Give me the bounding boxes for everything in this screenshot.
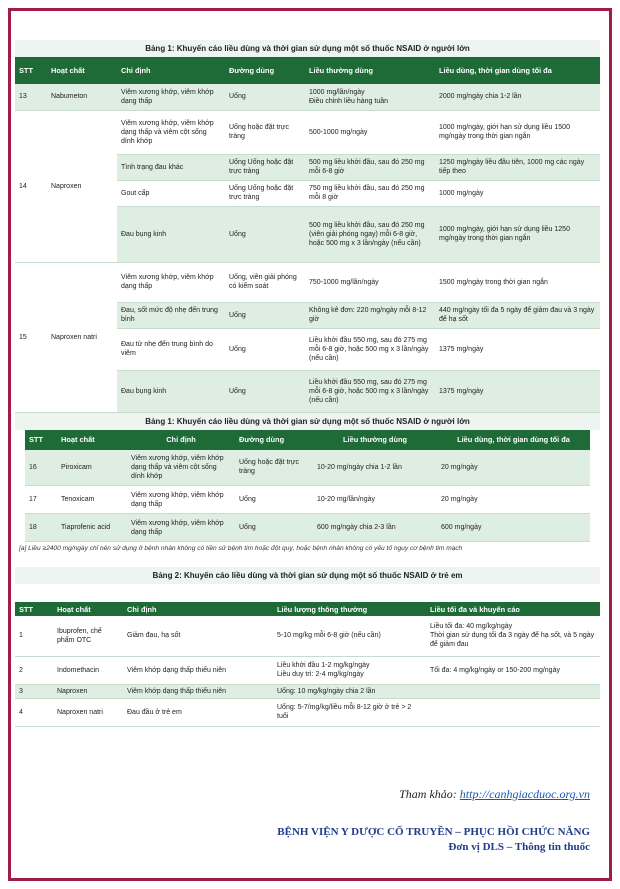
cell-usual-dose: [305, 84, 435, 110]
cell-drug: Ibuprofen, chế phẩm OTC: [53, 616, 123, 656]
header-max-dose: Liều tối đa và khuyến cáo: [426, 602, 600, 616]
table-row: [15, 698, 600, 726]
cell-drug: Naproxen: [47, 110, 117, 262]
cell-usual-dose: 600 mg/ngày chia 2-3 lần: [313, 514, 437, 542]
header-stt: STT: [15, 602, 53, 616]
table-row: [15, 262, 600, 302]
table-row: [25, 514, 590, 542]
cell-max-dose: [426, 616, 600, 656]
cell-usual-dose: 750-1000 mg/lần/ngày: [305, 262, 435, 302]
cell-route: Uống: [225, 84, 305, 110]
cell-route: Uống: [225, 328, 305, 370]
organization-name: BỆNH VIỆN Y DƯỢC CỔ TRUYỀN – PHỤC HỒI CHỨC NĂNG: [277, 826, 590, 838]
table1-header-row: [15, 57, 600, 84]
header-drug: Hoạt chất: [53, 602, 123, 616]
table1-caption: Bảng 1: Khuyến cáo liều dùng và thời gian sử dụng một số thuốc NSAID ở người lớn: [15, 40, 600, 57]
cell-indication: Viêm xương khớp, viêm khớp dạng thấp: [117, 84, 225, 110]
cell-indication: Viêm xương khớp, viêm khớp dạng thấp: [127, 514, 235, 542]
cell-max-dose: 1000 mg/ngày, giới hạn sử dụng liều 1250 mg/ngày trong thời gian ngắn: [435, 206, 600, 262]
header-route: Đường dùng: [235, 430, 313, 450]
table2-header-row: [15, 602, 600, 616]
table-row: [15, 616, 600, 656]
table-row: [15, 110, 600, 154]
cell-indication: Viêm xương khớp, viêm khớp dạng thấp và viêm cột sống dính khớp: [117, 110, 225, 154]
cell-max-dose: 1375 mg/ngày: [435, 328, 600, 370]
cell-stt: 3: [15, 684, 53, 698]
cell-max-dose: Tối đa: 4 mg/kg/ngày or 150-200 mg/ngày: [426, 656, 600, 684]
header-usual-dose: Liều lượng thông thường: [273, 602, 426, 616]
cell-drug: Naproxen natri: [53, 698, 123, 726]
cell-route: Uống: [225, 206, 305, 262]
cell-stt: 17: [25, 486, 57, 514]
cell-indication: Đau từ nhẹ đến trung bình do viêm: [117, 328, 225, 370]
organization-signature: [277, 825, 590, 855]
cell-route: Uống: [235, 486, 313, 514]
cell-indication: Viêm khớp dạng thấp thiếu niên: [123, 656, 273, 684]
cell-indication: Gout cấp: [117, 180, 225, 206]
cell-stt: 14: [15, 110, 47, 262]
header-stt: STT: [15, 57, 47, 84]
cell-indication: Viêm khớp dạng thấp thiếu niên: [123, 684, 273, 698]
cell-indication: Giảm đau, hạ sốt: [123, 616, 273, 656]
cell-usual-dose: 750 mg liều khởi đầu, sau đó 250 mg mỗi 8 giờ: [305, 180, 435, 206]
organization-unit: Đơn vị DLS – Thông tin thuốc: [448, 841, 590, 853]
cell-usual-dose: [273, 656, 426, 684]
reference: [399, 787, 590, 802]
cell-usual-dose: 10-20 mg/ngày chia 1-2 lần: [313, 450, 437, 486]
max-lines: Liều tối đa: 40 mg/kg/ngày Thời gian sử dụng tối đa 3 ngày để hạ sốt, và 5 ngày để giảm đau: [430, 623, 595, 649]
table1b: [25, 430, 590, 543]
cell-drug: Tenoxicam: [57, 486, 127, 514]
cell-max-dose: 1375 mg/ngày: [435, 370, 600, 412]
header-route: Đường dùng: [225, 57, 305, 84]
table-row: [25, 486, 590, 514]
cell-drug: Nabumeton: [47, 84, 117, 110]
cell-route: Uống hoặc đặt trực tràng: [235, 450, 313, 486]
usual-line: 1000 mg/lần/ngày Điều chỉnh liều hàng tuần: [309, 88, 389, 105]
header-indication: Chỉ định: [127, 430, 235, 450]
table1: [15, 57, 600, 413]
cell-stt: 1: [15, 616, 53, 656]
cell-max-dose: 1500 mg/ngày trong thời gian ngắn: [435, 262, 600, 302]
header-indication: Chỉ định: [123, 602, 273, 616]
document-body: [15, 40, 600, 727]
cell-usual-dose: 500-1000 mg/ngày: [305, 110, 435, 154]
cell-drug: Naproxen natri: [47, 262, 117, 412]
cell-max-dose: [426, 684, 600, 698]
cell-drug: Indomethacin: [53, 656, 123, 684]
cell-indication: Đau bụng kinh: [117, 370, 225, 412]
cell-max-dose: 2000 mg/ngày chia 1-2 lần: [435, 84, 600, 110]
cell-route: Uống: [225, 302, 305, 328]
table-row: [15, 656, 600, 684]
table1b-wrap: [15, 430, 600, 543]
cell-usual-dose: Không kê đơn: 220 mg/ngày mỗi 8-12 giờ: [305, 302, 435, 328]
header-drug: Hoạt chất: [47, 57, 117, 84]
cell-usual-dose: Uống: 10 mg/kg/ngày chia 2 lần: [273, 684, 426, 698]
header-usual-dose: Liều thường dùng: [313, 430, 437, 450]
cell-stt: 4: [15, 698, 53, 726]
reference-label: Tham khảo:: [399, 787, 457, 801]
cell-indication: Đau, sốt mức độ nhẹ đến trung bình: [117, 302, 225, 328]
cell-stt: 16: [25, 450, 57, 486]
table-row: [15, 84, 600, 110]
header-stt: STT: [25, 430, 57, 450]
table1b-caption: Bảng 1: Khuyến cáo liều dùng và thời gian sử dụng một số thuốc NSAID ở người lớn: [15, 413, 600, 430]
cell-usual-dose: Uống: 5-7/mg/kg/liều mỗi 8-12 giờ ở trẻ > 2 tuổi: [273, 698, 426, 726]
cell-usual-dose: 500 mg liều khởi đầu, sau đó 250 mg (viên giải phóng ngay) mỗi 6-8 giờ, hoặc 500 mg x 3 lần/ngày (nếu cần): [305, 206, 435, 262]
cell-max-dose: [426, 698, 600, 726]
cell-drug: Naproxen: [53, 684, 123, 698]
footnote: [a] Liều ≥2400 mg/ngày chỉ nên sử dụng ở bệnh nhân không có tiền sử bệnh tim hoặc đột quỵ, hoặc bệnh nhân không có yếu tố nguy cơ bệnh tim mạch: [19, 545, 463, 552]
table-row: [25, 450, 590, 486]
cell-stt: 13: [15, 84, 47, 110]
cell-indication: Đau bụng kinh: [117, 206, 225, 262]
cell-usual-dose: 10-20 mg/lần/ngày: [313, 486, 437, 514]
cell-indication: Đau đầu ở trẻ em: [123, 698, 273, 726]
cell-stt: 18: [25, 514, 57, 542]
cell-usual-dose: Liều khởi đầu 550 mg, sau đó 275 mg mỗi 6-8 giờ, hoặc 500 mg x 3 lần/ngày (nếu cần): [305, 328, 435, 370]
cell-route: Uống hoặc đặt trực tràng: [225, 110, 305, 154]
usual-lines: Liều khởi đầu 1-2 mg/kg/ngày Liều duy trì: 2-4 mg/kg/ngày: [277, 662, 370, 678]
cell-max-dose: 20 mg/ngày: [437, 486, 590, 514]
reference-link[interactable]: http://canhgiacduoc.org.vn: [459, 787, 590, 801]
header-indication: Chỉ định: [117, 57, 225, 84]
cell-indication: Viêm xương khớp, viêm khớp dạng thấp và viêm cột sống dính khớp: [127, 450, 235, 486]
cell-indication: Viêm xương khớp, viêm khớp dạng thấp: [127, 486, 235, 514]
header-drug: Hoạt chất: [57, 430, 127, 450]
table2-caption: Bảng 2: Khuyến cáo liều dùng và thời gian sử dụng một số thuốc NSAID ở trẻ em: [15, 567, 600, 584]
cell-route: Uống, viên giải phóng có kiểm soát: [225, 262, 305, 302]
cell-usual-dose: Liều khởi đầu 550 mg, sau đó 275 mg mỗi 6-8 giờ, hoặc 500 mg x 3 lần/ngày (nếu cần): [305, 370, 435, 412]
cell-max-dose: 600 mg/ngày: [437, 514, 590, 542]
table-row: [15, 684, 600, 698]
header-max-dose: Liều dùng, thời gian dùng tối đa: [437, 430, 590, 450]
header-usual-dose: Liều thường dùng: [305, 57, 435, 84]
cell-indication: Tình trạng đau khác: [117, 154, 225, 180]
cell-max-dose: 1000 mg/ngày, giới hạn sử dụng liều 1500 mg/ngày trong thời gian ngắn: [435, 110, 600, 154]
cell-max-dose: 1250 mg/ngày liều đầu tiên, 1000 mg các ngày tiếp theo: [435, 154, 600, 180]
cell-stt: 15: [15, 262, 47, 412]
cell-route: Uống: [235, 514, 313, 542]
cell-usual-dose: 5-10 mg/kg mỗi 6-8 giờ (nếu cần): [273, 616, 426, 656]
cell-drug: Tiaprofenic acid: [57, 514, 127, 542]
table2: [15, 602, 600, 727]
cell-route: Uống: [225, 370, 305, 412]
cell-usual-dose: 500 mg liều khởi đầu, sau đó 250 mg mỗi 6-8 giờ: [305, 154, 435, 180]
table1b-header-row: [25, 430, 590, 450]
cell-max-dose: 1000 mg/ngày: [435, 180, 600, 206]
cell-indication: Viêm xương khớp, viêm khớp dạng thấp: [117, 262, 225, 302]
cell-stt: 2: [15, 656, 53, 684]
cell-route: Uống Uống hoặc đặt trực tràng: [225, 154, 305, 180]
cell-drug: Piroxicam: [57, 450, 127, 486]
cell-max-dose: 20 mg/ngày: [437, 450, 590, 486]
header-max-dose: Liều dùng, thời gian dùng tối đa: [435, 57, 600, 84]
cell-route: Uống Uống hoặc đặt trực tràng: [225, 180, 305, 206]
cell-max-dose: 440 mg/ngày tối đa 5 ngày để giảm đau và 3 ngày để hạ sốt: [435, 302, 600, 328]
